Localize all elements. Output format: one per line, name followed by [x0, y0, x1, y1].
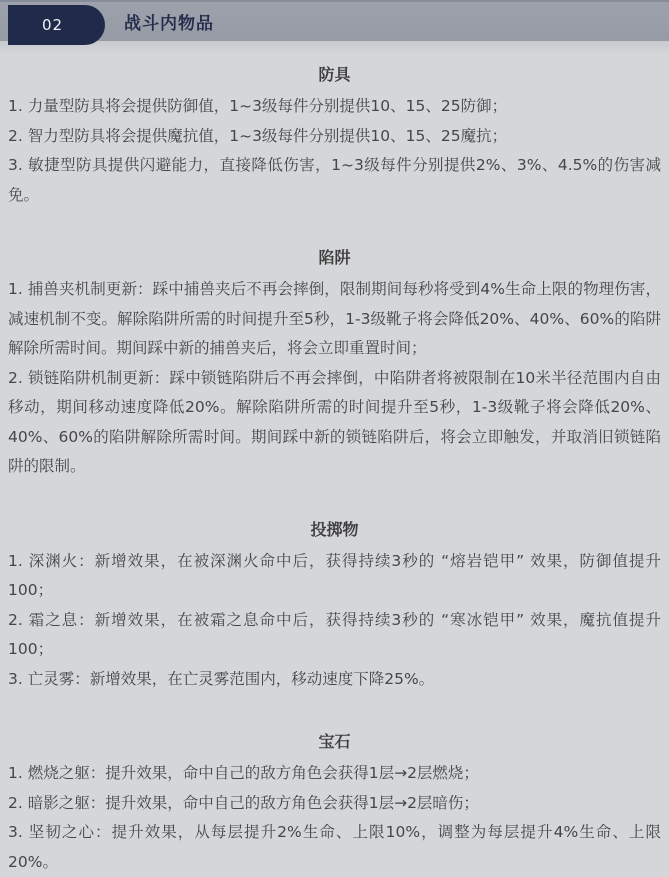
section-number-badge [8, 5, 105, 45]
section-gems [8, 727, 661, 877]
section-heading: 宝石 [318, 732, 351, 751]
section-heading: 投掷物 [310, 519, 359, 539]
section-traps [8, 243, 661, 482]
page-title: 战斗内物品 [124, 14, 214, 34]
list-item: 2. 暗影之躯：提升效果，命中自己的敌方角色会获得1层→2层暗伤； [8, 793, 479, 812]
header-shadow [0, 41, 669, 54]
list-item: 1. 燃烧之躯：提升效果，命中自己的敌方角色会获得1层→2层燃烧； [8, 764, 479, 782]
list-item: 1. 力量型防具将会提供防御值，1~3级每件分别提供10、15、25防御； [8, 97, 508, 115]
section-number: 02 [41, 16, 64, 34]
section-armor [8, 60, 661, 210]
list-item: 1. 捕兽夹机制更新：踩中捕兽夹后不再会摔倒，限制期间每秒将受到4%生命上限的物理伤害，减速机制不变。解除陷阱所需的时间提升至5秒，1-3级靴子将会降低20%、40%、60%的陷阱解除所需时间。期间踩中新的捕兽夹后，将会立即重置时间； [8, 280, 661, 357]
content-area [0, 54, 669, 877]
list-item: 1. 深渊火：新增效果，在被深渊火命中后，获得持续3秒的 “熔岩铠甲” 效果，防御值提升100； [8, 551, 661, 599]
list-item: 3. 亡灵雾：新增效果，在亡灵雾范围内，移动速度下降25%。 [8, 669, 435, 688]
list-item: 2. 霜之息：新增效果，在被霜之息命中后，获得持续3秒的 “寒冰铠甲” 效果，魔抗值提升100； [8, 610, 661, 658]
list-item: 3. 坚韧之心：提升效果，从每层提升2%生命、上限10%，调整为每层提升4%生命、上限20%。 [8, 823, 661, 871]
list-item: 2. 锁链陷阱机制更新：踩中锁链陷阱后不再会摔倒，中陷阱者将被限制在10米半径范围内自由移动，期间移动速度降低20%。解除陷阱所需的时间提升至5秒，1-3级靴子将会降低20%、40%、60%的陷阱解除所需时间。期间踩中新的锁链陷阱后，将会立即触发，并取消旧锁链陷阱的限制。 [8, 368, 661, 475]
section-heading: 陷阱 [318, 248, 351, 267]
section-throwables [8, 515, 661, 695]
section-heading: 防具 [318, 65, 351, 84]
list-item: 2. 智力型防具将会提供魔抗值，1~3级每件分别提供10、15、25魔抗； [8, 126, 508, 145]
list-item: 3. 敏捷型防具提供闪避能力，直接降低伤害，1~3级每件分别提供2%、3%、4.5%的伤害减免。 [8, 156, 661, 204]
section-header-bar [0, 0, 669, 41]
